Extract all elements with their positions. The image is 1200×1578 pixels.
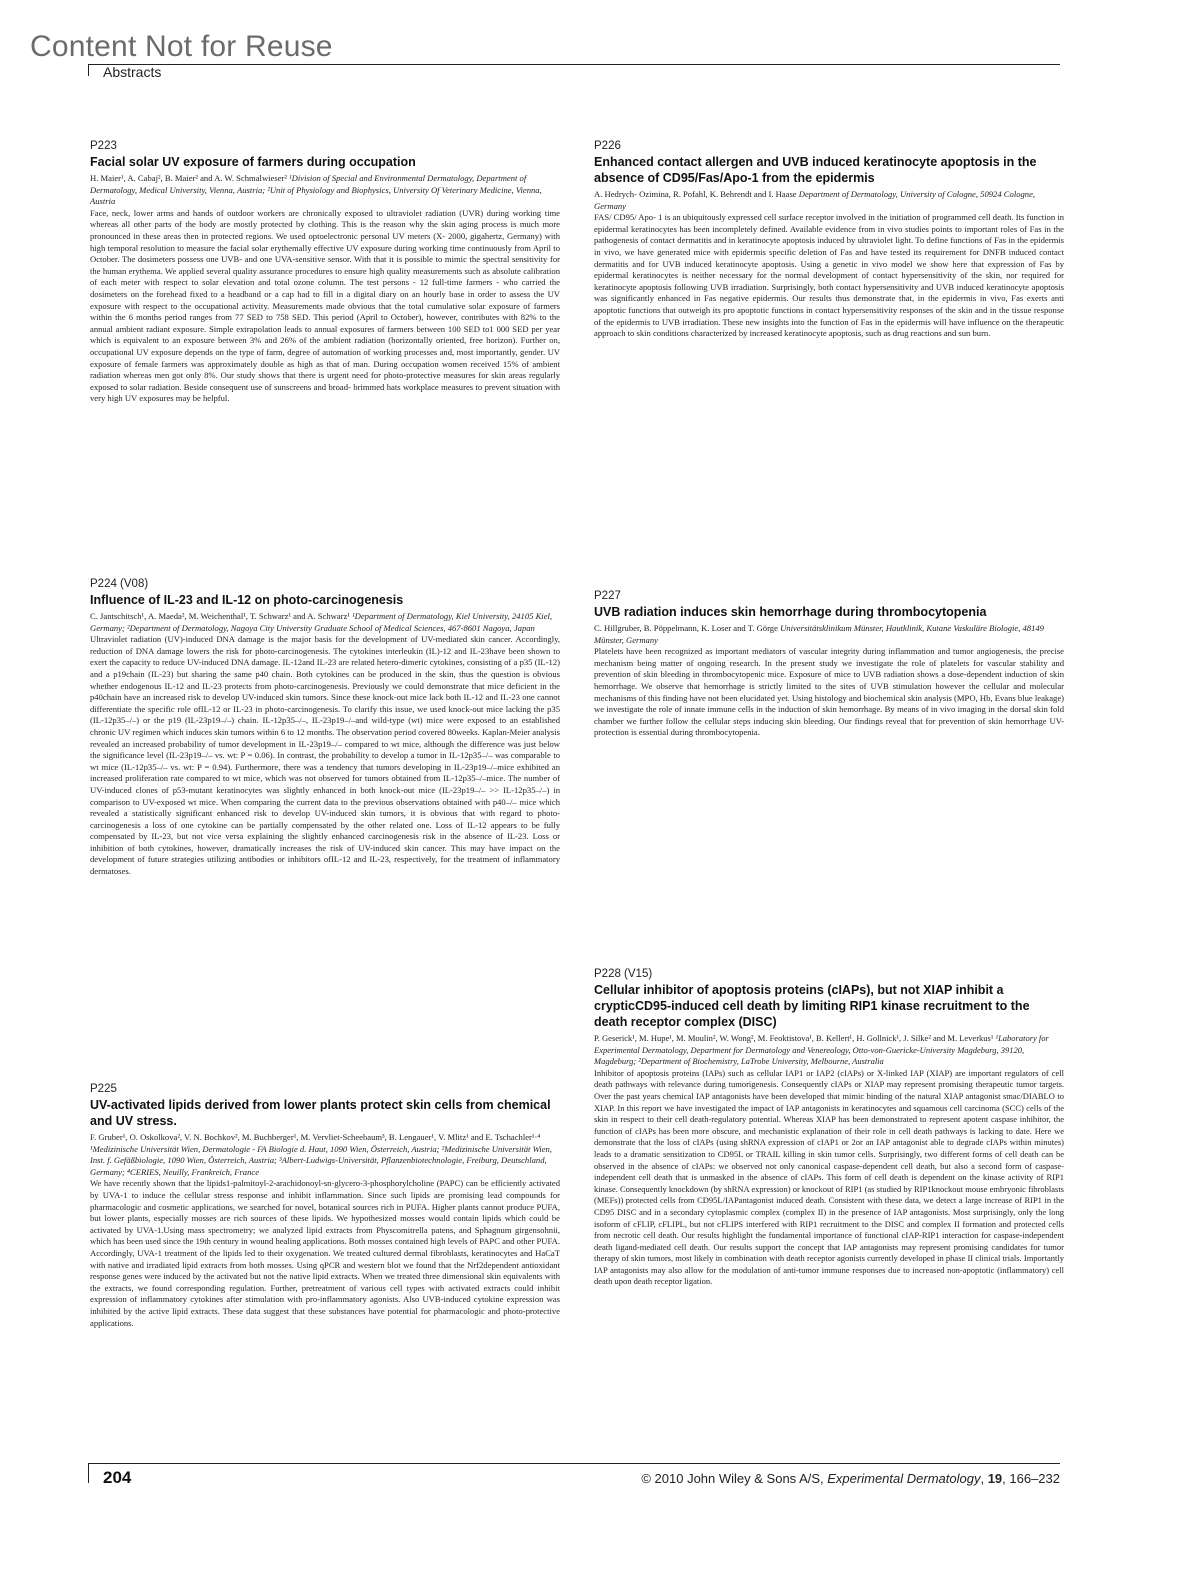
abstract-authors (90, 1132, 560, 1178)
author-list: F. Gruber¹, O. Oskolkova², V. N. Bochkov², M. Buchberger¹, M. Vervliet-Scheebaum³, B. Lengauer¹, V. Mlitz¹ and E. Tschachler¹·⁴ (90, 1132, 541, 1142)
abstract-code: P226 (594, 140, 621, 152)
author-list: C. Hillgruber, B. Pöppelmann, K. Loser and T. Görge (594, 623, 781, 633)
abstract-title: Cellular inhibitor of apoptosis proteins (cIAPs), but not XIAP inhibit a crypticCD95-induced cell death by limiting RIP1 kinase recruitment to the death receptor complex (DISC) (594, 983, 1030, 1029)
abstract-body: We have recently shown that the lipids1-palmitoyl-2-arachidonoyl-sn-glycero-3-phosphorylcholine (PAPC) can be efficiently activated by UVA-1 to induce the cellular stress response and inhibit inflammation. Since such lipids are promising lead compounds for pharmacologic and cosmetic applications, we searched for novel, botanical sources rich in PUFA. Higher plants cannot produce PUFA, but lower plants, especially mosses are rich sources of these lipids. We hypothesized mosses would contain lipids which could be activated by UVA-1.Using mass spectrometry; we analyzed lipid extracts from Physcomitrella patens, and Sphagnum girgensohnii, which has been used since the 19th century in wound healing applications. Both mosses contained high levels of PAPC and other PUFA. Accordingly, UVA-1 treatment of the lipids led to their oxygenation. We treated cultured dermal fibroblasts, keratinocytes and HaCaT with native and irradiated lipid extracts from both mosses. Using qPCR and western blot we found that the Nrf2dependent antioxidant response genes were induced by the activated but not the native lipid extracts. When we treated three dimensional skin equivalents with the extracts, we found corresponding regulation. Further, pretreatment of various cell types with activated extracts could inhibit expression of inflammatory cytokines after stimulation with pro-inflammatory agonists. Also UVB-induced cytokine expression was inhibited by the active lipid extracts. These data suggest that these substances have potential for pharmacologic and photo-protective applications. (90, 1178, 560, 1328)
abstract-body: Face, neck, lower arms and hands of outdoor workers are chronically exposed to ultraviolet radiation (UVR) during working time whereas all other parts of the body are mostly protected by clothing. This is the reason why the skin aging process is much more pronounced in these areas then in protected regions. We used optoelectronic personal UV meters (X- 2000, gigahertz, Germany) with high temporal resolution to measure the facial solar erythemally effective UV exposure during working time continuously from April to October. The dosimeters possess one UVB- and one UVA-sensitive sensor. With that it is possible to mimic the spectral sensitivity for the human erythema. We applied several quality assurance procedures to ensure high quality measurements such as absolute calibration of each meter with respect to solar elevation and total ozone column. The test persons - 12 full-time farmers - who carried the dosimeters on the forehead fixed to a headband or a cap had to fill in a digital diary on an hourly base in order to assess the UV exposure with respect to the occupational activity. Measurements made obvious that the total cumulative solar exposure of farmers within the 6 months period ranges from 77 SED to 758 SED. This period (April to October), however, contributes with 82% to the annual ambient radiant exposure. Simple extrapolation leads to annual exposures of farmers between 100 SED to1 000 SED per year which is equivalent to an exposure between 3% and 26% of the ambient radiation (horizontally oriented, free horizon). Further on, occupational UV exposure depends on the type of farm, degree of automation of working processes and, most importantly, gender. UV exposure of female farmers was approximately double as high as that of man. During occupation women received 15% of ambient radiation whereas men got only 8%. Our study shows that there is urgent need for photo-protective measures for skin areas regularly exposed to solar radiation. Beside consequent use of sunscreens and broad- brimmed hats workplace measures to prevent situation with very high UV exposures may be helpful. (90, 207, 560, 404)
header-rule (88, 64, 1060, 65)
section-label: Abstracts (103, 64, 162, 80)
abstract-body: Inhibitor of apoptosis proteins (IAPs) such as cellular IAP1 or IAP2 (cIAPs) or X-linked IAP (XIAP) are important regulators of cell death pathways with relevance during tumorigenesis. Consequently cIAPs or XIAP may represent promising therapeutic tumor targets. Over the past years chemical IAP antagonists have been developed that mimic binding of the natural XIAP antagonist smac/DIABLO to XIAP. In this report we have investigated the impact of IAP antagonists in keratinocytes and squamous cell carcinoma (SCC) cells of the skin in respect to their cell death-regulatory potential. Whereas XIAP has been demonstrated to represent apotent caspase inhibitor, the function of cIAPs has been more obscure, and mechanistic explanation of their role in cell death pathways is lacking to date. Here we demonstrate that the loss of cIAPs (using shRNA expression of cIAP1 or 2or an IAP antagonist able to degrade cIAPs within minutes) leads to a dramatic sensitization to CD95L or TRAIL killing in skin tumor cells. Surprisingly, two different forms of cell death can be observed in the absence of cIAPs: we observed not only canonical caspase-dependent cell death, but also a second form of caspase-independent cell death that is unmasked in the absence of cIAPs. This form of cell death is dependent on the kinase activity of RIP1 kinase. Consequently knockdown (by shRNA expression) or knockout of RIP1 (as studied by RIP1knockout mouse embryonic fibroblasts (MEFs)) protected cells from CD95L/IAPantagonist induced death. Consistent with these data, we detect a large increase of RIP1 in the CD95 DISC and in a secondary cytoplasmic complex (complex II) in the presence of IAP antagonists. Most surprisingly, only the long isoform of cFLIP, cFLIPL, but not cFLIPS interfered with RIP1 recruitment to the DISC and complex II formation and protected cells from necrotic cell death. Our results highlight the fundamental importance of functional cIAP-RIP1 interaction for caspase-independent death ligand-mediated cell death. Our results support the concept that IAP antagonists may represent promising candidates for tumor therapy of skin tumors, most likely in combination with death receptor agonists currently developed in phase II clinical trials. Importantly IAP antagonists may also allow for the modulation of anti-tumor immune responses due to increased non-apoptotic (inflammatory) cell death upon death receptor ligation. (594, 1067, 1064, 1287)
abstract-title: Enhanced contact allergen and UVB induced keratinocyte apoptosis in the absence of CD95/Fas/Apo-1 from the epidermis (594, 155, 1037, 185)
journal-name: Experimental Dermatology (827, 1471, 981, 1486)
author-list: A. Hedrych- Ozimina, R. Pofahl, K. Behrendt and I. Haase (594, 189, 799, 199)
abstract-code: P224 (V08) (90, 578, 149, 590)
citation-prefix: © 2010 John Wiley & Sons A/S, (641, 1471, 828, 1486)
abstract-p228 (594, 968, 1064, 1288)
author-list: P. Geserick¹, M. Hupe¹, M. Moulin², W. Wong², M. Feoktistova¹, B. Kellert¹, H. Gollnick¹, J. Silke² and M. Leverkus¹ (594, 1033, 996, 1043)
abstract-authors (594, 623, 1064, 646)
abstract-p226 (594, 140, 1064, 340)
journal-citation: © 2010 John Wiley & Sons A/S, Experimental Dermatology, 19, 166–232 (641, 1471, 1060, 1486)
header-tick (88, 64, 89, 76)
abstract-authors (90, 611, 560, 634)
affiliations: ¹Medizinische Universität Wien, Dermatologie - FA Biologie d. Haut, 1090 Wien, Österreich, Austria; ²Medizinische Universität Wien, Inst. f. Gefäßbiologie, 1090 Wien, Österreich, Austria; ³Albert-Ludwigs-Universität, Pflanzenbiotechnologie, Freiburg, Deutschland, Germany; ⁴CERIES, Neuilly, Frankreich, France (90, 1143, 552, 1177)
affiliations: ¹Department of Dermatology, Kiel University, 24105 Kiel, Germany; ²Department of Dermatology, Nagoya City University Graduate School of Medical Sciences, 467-8601 Nagoya, Japan (90, 611, 553, 633)
abstract-code: P223 (90, 140, 117, 152)
affiliations: ¹Laboratory for Experimental Dermatology, Department for Dermatology and Venereology, Otto-von-Guericke-University Magdeburg, 39120, Magdeburg; ²Department of Biochemistry, LaTrobe University, Melbourne, Australia (594, 1033, 1049, 1067)
abstract-body: Ultraviolet radiation (UV)-induced DNA damage is the major basis for the development of UV-mediated skin cancer. Accordingly, reduction of DNA damage lowers the risk for photo-carcinogenesis. The cytokines interleukin (IL)-12 and IL-23have been shown to exert the capacity to reduce UV-induced DNA damage. IL-12and IL-23 are related hetero-dimeric cytokines, consisting of a p35 (IL-12) and a p19chain (IL-23) but sharing the same p40 chain. Both cytokines can be produced in the skin, thus the question is obvious whether endogenous IL-12 and IL-23 protects from photo-carcinogenesis. Previously we could demonstrate that mice deficient in the p40chain have an increased risk to develop UV-induced skin tumors. Since these knock-out mice lack both IL-12 and IL-23 one cannot differentiate the specific role ofIL-12 or IL-23 in photo-carcinogenesis. To clarify this issue, we used knock-out mice lacking the p35 (IL-12p35–/–) or the p19 (IL-23p19–/–) chain. IL-12p35–/–, IL-23p19–/–and wild-type (wt) mice were exposed to an established chronic UV regimen which induces skin tumors within 6 to 12 months. The observation period covered 80weeks. Kaplan-Meier analysis revealed an increased probability of tumor development in IL-23p19–/– compared to wt mice, although the difference was just below the significance level (IL-23p19–/– vs. wt: P = 0.06). In contrast, the probability to develop a tumor in IL-12p35–/– was comparable to wt mice (IL-12p35–/– vs. wt: P = 0.94). Furthermore, there was a tendency that tumors developing in IL-23p19–/–mice exhibited an increased proliferation rate compared to wt mice, which was not observed for tumors obtained from IL-12p35–/–mice. The number of UV-induced clones of p53-mutant keratinocytes was slightly enhanced in both knock-out mice (IL-23p19–/– >> IL-12p35–/–) in comparison to UV-exposed wt mice. When comparing the current data to the previous observations obtained with p40–/– mice which revealed a statistically significant enhanced risk to develop UV-induced skin tumors, it is obvious that with regard to photo-carcinogenesis a loss of one cytokine can be partially compensated by the other related one. Loss of IL-12 appears to be fully compensated by IL-23, but not vice versa explaining the slightly enhanced carcinogenesis risk in the absence of IL-23. Loss or inhibition of both cytokines, however, dramatically increases the risk of UV-induced skin cancer. This may have impact on the development of future strategies utilizing antibodies or inhibitors ofIL-12 and IL-23, respectively, for the treatment of inflammatory dermatoses. (90, 634, 560, 877)
abstract-code: P227 (594, 590, 621, 602)
abstract-p225 (90, 1083, 560, 1329)
abstract-title: UV-activated lipids derived from lower plants protect skin cells from chemical and UV stress. (90, 1098, 551, 1128)
abstract-code: P228 (V15) (594, 968, 653, 980)
abstract-body: FAS/ CD95/ Apo- 1 is an ubiquitously expressed cell surface receptor involved in the initiation of programmed cell death. Its function in epidermal keratinocytes has been incompletely defined. Available evidence from in vivo studies points to important roles of Fas in the pathogenesis of contact dermatitis and in keratinocyte apoptosis induced by ultraviolet light. To define functions of Fas in the epidermis in vivo, we have generated mice with epidermis specific deletion of Fas and have tested its requirement for DNFB induced contact dermatitis and for UVB induced keratinocyte apoptosis. Using a genetic in vivo model we show here that expression of Fas by epidermal keratinocytes is neither necessary for the normal development of contact hypersensitivity of the skin, nor required for keratinocyte apoptosis following UVB irradiation. Surprisingly, both contact hypersensitivity and UVB induced keratinocyte apoptosis was significantly enhanced in Fas negative epidermis. Our results thus demonstrate that, in the epidermis in vivo, Fas exerts anti apoptotic functions that outweigh its pro apoptotic functions in contact hypersensitivity responses of the skin and in the tissue response of the epidermis to UVB irradiation. These new insights into the function of Fas in the epidermis will have influence on the therapeutic approach to skin conditions characterized by increased keratinocyte apoptosis, such as drug reactions and sun burn. (594, 212, 1064, 339)
abstract-code: P225 (90, 1083, 117, 1095)
footer-rule (88, 1463, 1060, 1464)
abstract-authors (594, 1033, 1064, 1068)
affiliations: Department of Dermatology, University of Cologne, 50924 Cologne, Germany (594, 189, 1036, 211)
footer-tick (88, 1463, 89, 1483)
watermark: Content Not for Reuse (30, 30, 333, 63)
abstract-authors (90, 173, 560, 208)
page-number: 204 (103, 1468, 132, 1487)
abstract-authors (594, 189, 1064, 212)
journal-volume: 19 (987, 1471, 1003, 1486)
abstract-title: Facial solar UV exposure of farmers during occupation (90, 155, 416, 169)
abstract-title: Influence of IL-23 and IL-12 on photo-carcinogenesis (90, 593, 404, 607)
journal-pages: , 166–232 (1002, 1471, 1060, 1486)
abstract-p223 (90, 140, 560, 405)
abstract-p224 (90, 578, 560, 878)
author-list: C. Jantschitsch¹, A. Maeda², M. Weichenthal¹, T. Schwarz¹ and A. Schwarz¹ (90, 611, 353, 621)
affiliations: ¹Division of Special and Environmental Dermatology, Department of Dermatology, Medical University, Vienna, Austria; ²Unit of Physiology and Biophysics, University Of Veterinary Medicine, Vienna, Austria (90, 173, 542, 207)
author-list: H. Maier¹, A. Cabaj², B. Maier² and A. W. Schmalwieser² (90, 173, 290, 183)
abstract-body: Platelets have been recognized as important mediators of vascular integrity during inflammation and tumor angiogenesis, the precise mechanism being matter of ongoing research. In the present study we investigate the role of platelets for vascular stability and prevention of skin bleeding in thrombocytopenic mice. Exposure of mice to UVB radiation shows a dose-dependent induction of skin hemorrhage. We observe that hemorrhage is strictly limited to the sites of UVB stimulation however the cellular and molecular mechanisms of this finding have not been elucidated yet. Using histology and biochemical skin analysis (MPO, Hb, Evans blue leakage) we investigate the role of innate immune cells in the induction of skin hemorrhage. By means of in vivo imaging in the dorsal skin fold chamber we further follow the cellular steps inducing skin bleeding. Our findings reveal that for prevention of skin hemorrhage UV-protection is essential during thrombocytopenia. (594, 646, 1064, 738)
abstract-title: UVB radiation induces skin hemorrhage during thrombocytopenia (594, 605, 987, 619)
affiliations: Universitätsklinikum Münster, Hautklinik, Kutane Vaskuläre Biologie, 48149 Münster, Germany (594, 623, 1044, 645)
abstract-p227 (594, 590, 1064, 739)
